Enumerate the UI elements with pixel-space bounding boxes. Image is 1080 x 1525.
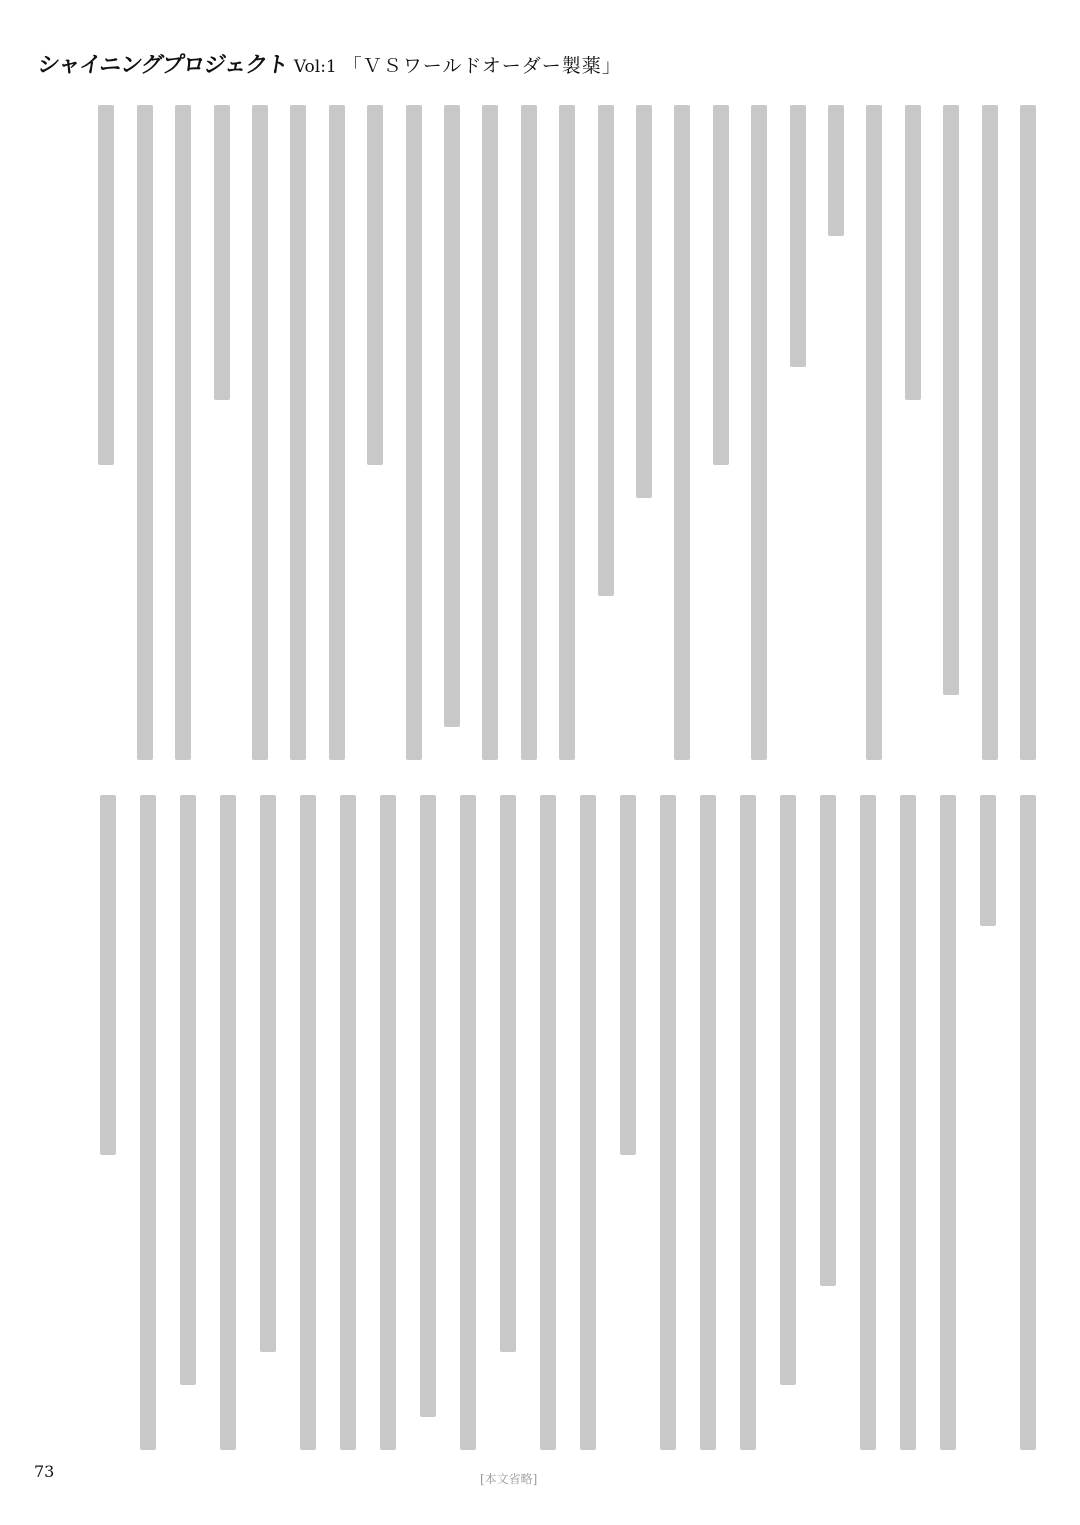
text-column-placeholder <box>98 105 114 465</box>
text-column-placeholder <box>260 795 276 1352</box>
text-column-placeholder <box>220 795 236 1450</box>
text-column-placeholder <box>674 105 690 760</box>
text-column-placeholder <box>460 795 476 1450</box>
text-column-placeholder <box>620 795 636 1155</box>
text-column-placeholder <box>940 795 956 1450</box>
text-column-placeholder <box>406 105 422 760</box>
text-column-placeholder <box>828 105 844 236</box>
text-column-placeholder <box>367 105 383 465</box>
text-column-placeholder <box>982 105 998 760</box>
chapter-subtitle: 「ＶＳワールドオーダー製薬」 <box>342 55 622 77</box>
text-column-placeholder <box>290 105 306 760</box>
text-column-placeholder <box>180 795 196 1385</box>
text-tier-upper <box>60 105 1040 765</box>
text-column-placeholder <box>660 795 676 1450</box>
text-column-placeholder <box>444 105 460 727</box>
text-column-placeholder <box>790 105 806 367</box>
text-column-placeholder <box>700 795 716 1450</box>
text-column-placeholder <box>420 795 436 1417</box>
text-column-placeholder <box>636 105 652 498</box>
text-column-placeholder <box>580 795 596 1450</box>
text-column-placeholder <box>598 105 614 596</box>
text-column-placeholder <box>1020 795 1036 1450</box>
text-column-placeholder <box>137 105 153 760</box>
text-column-placeholder <box>175 105 191 760</box>
text-column-placeholder <box>252 105 268 760</box>
text-column-placeholder <box>780 795 796 1385</box>
text-column-placeholder <box>380 795 396 1450</box>
text-column-placeholder <box>713 105 729 465</box>
volume-label: Vol:1 <box>293 57 337 77</box>
text-column-placeholder <box>1020 105 1036 760</box>
text-column-placeholder <box>980 795 996 926</box>
text-column-placeholder <box>100 795 116 1155</box>
text-column-placeholder <box>500 795 516 1352</box>
text-column-placeholder <box>140 795 156 1450</box>
text-column-placeholder <box>300 795 316 1450</box>
text-column-placeholder <box>866 105 882 760</box>
text-column-placeholder <box>540 795 556 1450</box>
text-column-placeholder <box>329 105 345 760</box>
text-column-placeholder <box>905 105 921 400</box>
text-column-placeholder <box>860 795 876 1450</box>
text-column-placeholder <box>340 795 356 1450</box>
running-header <box>35 48 622 79</box>
page-number: 73 <box>34 1462 55 1481</box>
text-column-placeholder <box>900 795 916 1450</box>
text-column-placeholder <box>943 105 959 695</box>
text-column-placeholder <box>820 795 836 1286</box>
text-column-placeholder <box>559 105 575 760</box>
text-column-placeholder <box>740 795 756 1450</box>
text-column-placeholder <box>214 105 230 400</box>
text-column-placeholder <box>751 105 767 760</box>
text-tier-lower <box>60 795 1040 1455</box>
text-column-placeholder <box>482 105 498 760</box>
omitted-text-note: [本文省略] <box>480 1472 538 1486</box>
text-column-placeholder <box>521 105 537 760</box>
series-title: シャイニングプロジェクト <box>35 53 290 78</box>
